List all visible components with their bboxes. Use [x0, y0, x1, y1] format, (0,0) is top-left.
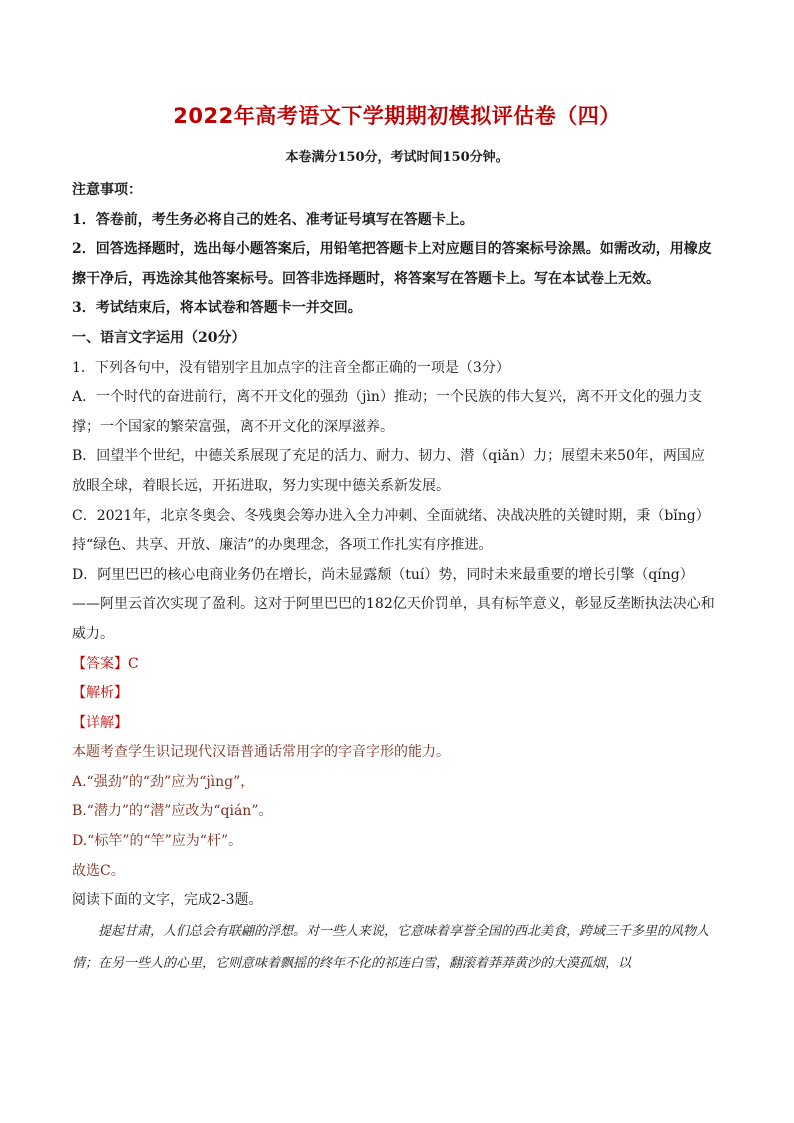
notice-item-3: 3．考试结束后，将本试卷和答题卡一并交回。: [72, 300, 362, 317]
exam-subtitle: 本卷满分150分，考试时间150分钟。: [285, 150, 509, 165]
reading-intro: 阅读下面的文字，完成2-3题。: [72, 892, 263, 909]
option-c: C．2021年，北京冬奥会、冬残奥会筹办进入全力冲刺、全面就绪、决战决胜的关键时期，秉（bǐng）持“绿色、共享、开放、廉洁”的办奥理念，各项工作扎实有序推进。: [72, 507, 710, 554]
notice-item-2: 2．回答选择题时，选出每小题答案后，用铅笔把答题卡上对应题目的答案标号涂黑。如需改动，用橡皮擦干净后，再选涂其他答案标号。回答非选择题时，将答案写在答题卡上。写在本试卷上无效。: [72, 241, 712, 287]
section-heading: 一、语言文字运用（20分）: [72, 329, 246, 346]
option-d: D．阿里巴巴的核心电商业务仍在增长，尚未显露颓（tuí）势，同时未来最重要的增长引擎（qíng）——阿里云首次实现了盈利。这对于阿里巴巴的182亿天价罚单，具有标竿意义，彰显反垄断执法决心和威力。: [72, 566, 715, 642]
answer-label: 【答案】C: [72, 655, 139, 672]
explanation-line-3: B.“潜力”的“潜”应改为“qián”。: [72, 803, 273, 820]
exam-title: 2022年高考语文下学期期初模拟评估卷（四）: [173, 104, 621, 128]
conclusion: 故选C。: [72, 862, 125, 879]
option-b: B．回望半个世纪，中德关系展现了充足的活力、耐力、韧力、潜（qiǎn）力；展望未来50年，两国应放眼全球，着眼长远，开拓进取，努力实现中德关系新发展。: [72, 448, 705, 494]
notice-heading: 注意事项：: [72, 182, 142, 198]
exam-content: [72, 176, 717, 980]
option-a: A．一个时代的奋进前行，离不开文化的强劲（jìn）推动；一个民族的伟大复兴，离不开文化的强力支撑；一个国家的繁荣富强，离不开文化的深厚滋养。: [72, 389, 702, 435]
question-stem: 1．下列各句中，没有错别字且加点字的注音全都正确的一项是（3分）: [72, 359, 510, 376]
explanation-line-2: A.“强劲”的“劲”应为“jìng”，: [72, 773, 255, 790]
notice-item-1: 1．答卷前，考生务必将自己的姓名、准考证号填写在答题卡上。: [72, 211, 474, 228]
explanation-line-4: D.“标竿”的“竿”应为“杆”。: [72, 833, 243, 850]
reading-passage: 提起甘肃，人们总会有联翩的浮想。对一些人来说，它意味着享誉全国的西北美食，跨域三千多里的风物人情；在另一些人的心里，它则意味着飘摇的终年不化的祁连白雪，翻滚着莽莽黄沙的大漠孤烟，以: [72, 923, 710, 971]
detail-label: 【详解】: [72, 714, 128, 731]
analysis-label: 【解析】: [72, 685, 128, 702]
explanation-line-1: 本题考查学生识记现代汉语普通话常用字的字音字形的能力。: [72, 744, 450, 761]
